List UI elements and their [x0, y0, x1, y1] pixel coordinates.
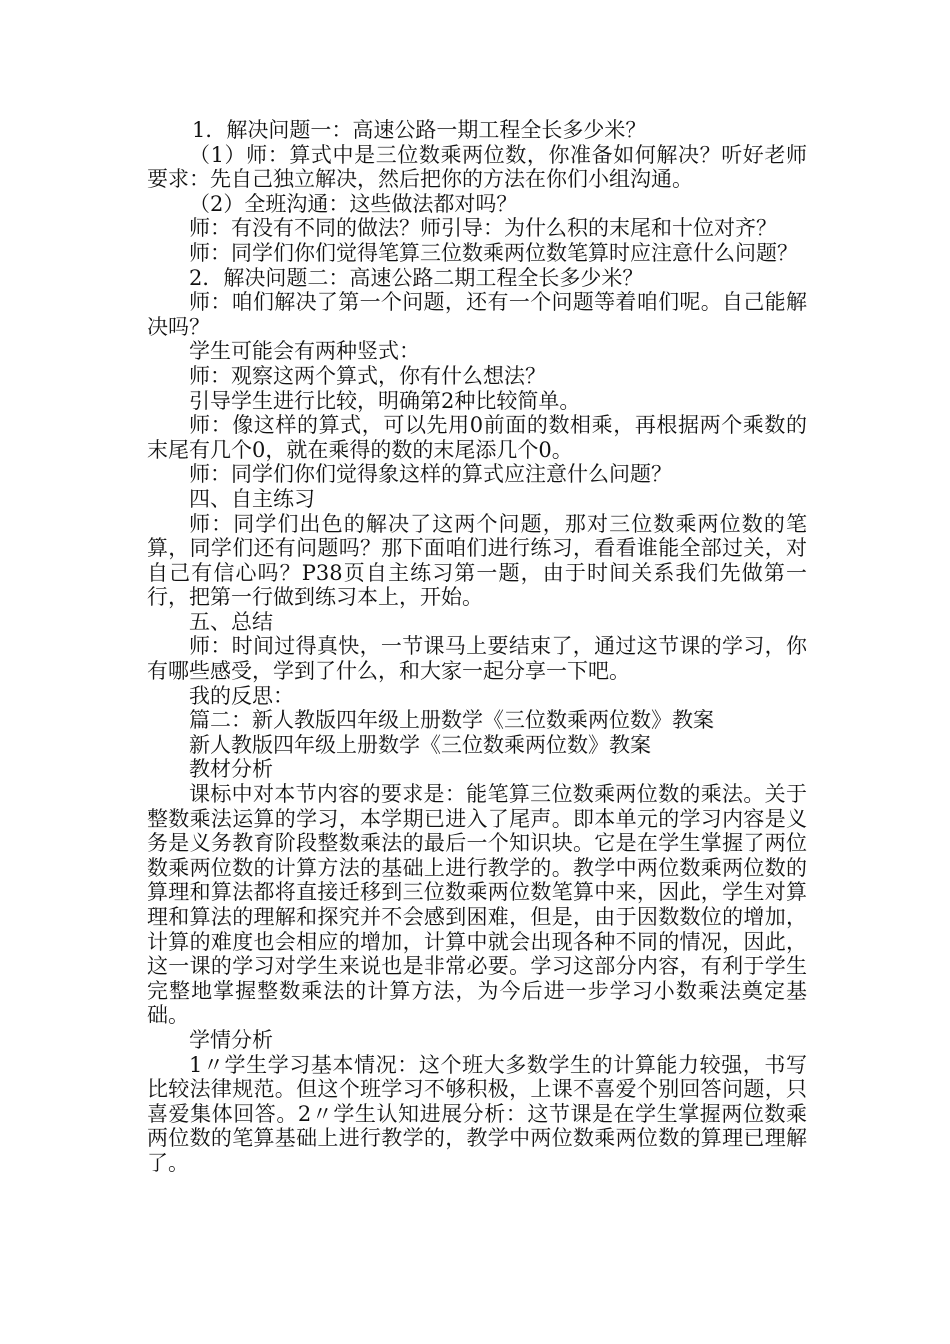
paragraph: 课标中对本节内容的要求是：能笔算三位数乘两位数的乘法。关于整数乘法运算的学习，本学期已进入了尾声。即本单元的学习内容是义务是义务教育阶段整数乘法的最后一个知识块。它是在学生掌握了两位数乘两位数的计算方法的基础上进行教学的。教学中两位数乘两位数的算理和算法都将直接迁移到三位数乘两位数笔算中来，因此，学生对算理和算法的理解和探究并不会感到困难，但是，由于因数数位的增加，计算的难度也会相应的增加，计算中就会出现各种不同的情况，因此，这一课的学习对学生来说也是非常必要。学习这部分内容，有利于学生完整地掌握整数乘法的计算方法，为今后进一步学习小数乘法奠定基础。	[147, 782, 807, 1028]
paragraph: 1〃学生学习基本情况：这个班大多数学生的计算能力较强，书写比较法律规范。但这个班学习不够积极，上课不喜爱个别回答问题，只喜爱集体回答。2〃学生认知进展分析：这节课是在学生掌握两位数乘两位数的笔算基础上进行教学的，教学中两位数乘两位数的算理已理解了。	[147, 1052, 807, 1175]
paragraph: 师：有没有不同的做法？师引导：为什么积的末尾和十位对齐？	[189, 216, 777, 241]
article-subtitle: 新人教版四年级上册数学《三位数乘两位数》教案	[189, 732, 651, 757]
paragraph: 2．解决问题二：高速公路二期工程全长多少米？	[189, 265, 644, 290]
paragraph: 师：咱们解决了第一个问题，还有一个问题等着咱们呢。自己能解决吗？	[147, 290, 807, 339]
section-heading: 五、总结	[189, 609, 273, 634]
paragraph: 师：同学们出色的解决了这两个问题，那对三位数乘两位数的笔算，同学们还有问题吗？那下面咱们进行练习，看看谁能全部过关，对自己有信心吗？P38页自主练习第一题，由于时间关系我们先做第一行，把第一行做到练习本上，开始。	[147, 511, 807, 610]
section-heading: 教材分析	[189, 757, 273, 782]
section-heading: 学情分析	[189, 1027, 273, 1052]
paragraph: （2）全班沟通：这些做法都对吗？	[189, 191, 518, 216]
paragraph: 师：像这样的算式，可以先用0前面的数相乘，再根据两个乘数的末尾有几个0，就在乘得的数的末尾添几个0。	[147, 413, 807, 462]
paragraph: 师：同学们你们觉得象这样的算式应注意什么问题？	[189, 462, 672, 487]
section-heading: 四、自主练习	[189, 486, 315, 511]
article-title: 篇二：新人教版四年级上册数学《三位数乘两位数》教案	[189, 708, 714, 733]
document-body	[147, 118, 807, 1176]
paragraph: （1）师：算式中是三位数乘两位数，你准备如何解决？听好老师要求：先自己独立解决，然后把你的方法在你们小组沟通。	[147, 142, 807, 192]
paragraph: 师：观察这两个算式，你有什么想法？	[189, 363, 546, 388]
paragraph: 1．解决问题一：高速公路一期工程全长多少米？	[192, 118, 647, 142]
paragraph: 我的反思：	[189, 683, 294, 708]
paragraph: 师：同学们你们觉得笔算三位数乘两位数笔算时应注意什么问题？	[189, 240, 798, 265]
paragraph: 师：时间过得真快，一节课马上要结束了，通过这节课的学习，你有哪些感受，学到了什么，和大家一起分享一下吧。	[147, 634, 807, 684]
paragraph: 引导学生进行比较，明确第2种比较简单。	[189, 388, 581, 413]
paragraph: 学生可能会有两种竖式：	[189, 339, 420, 364]
